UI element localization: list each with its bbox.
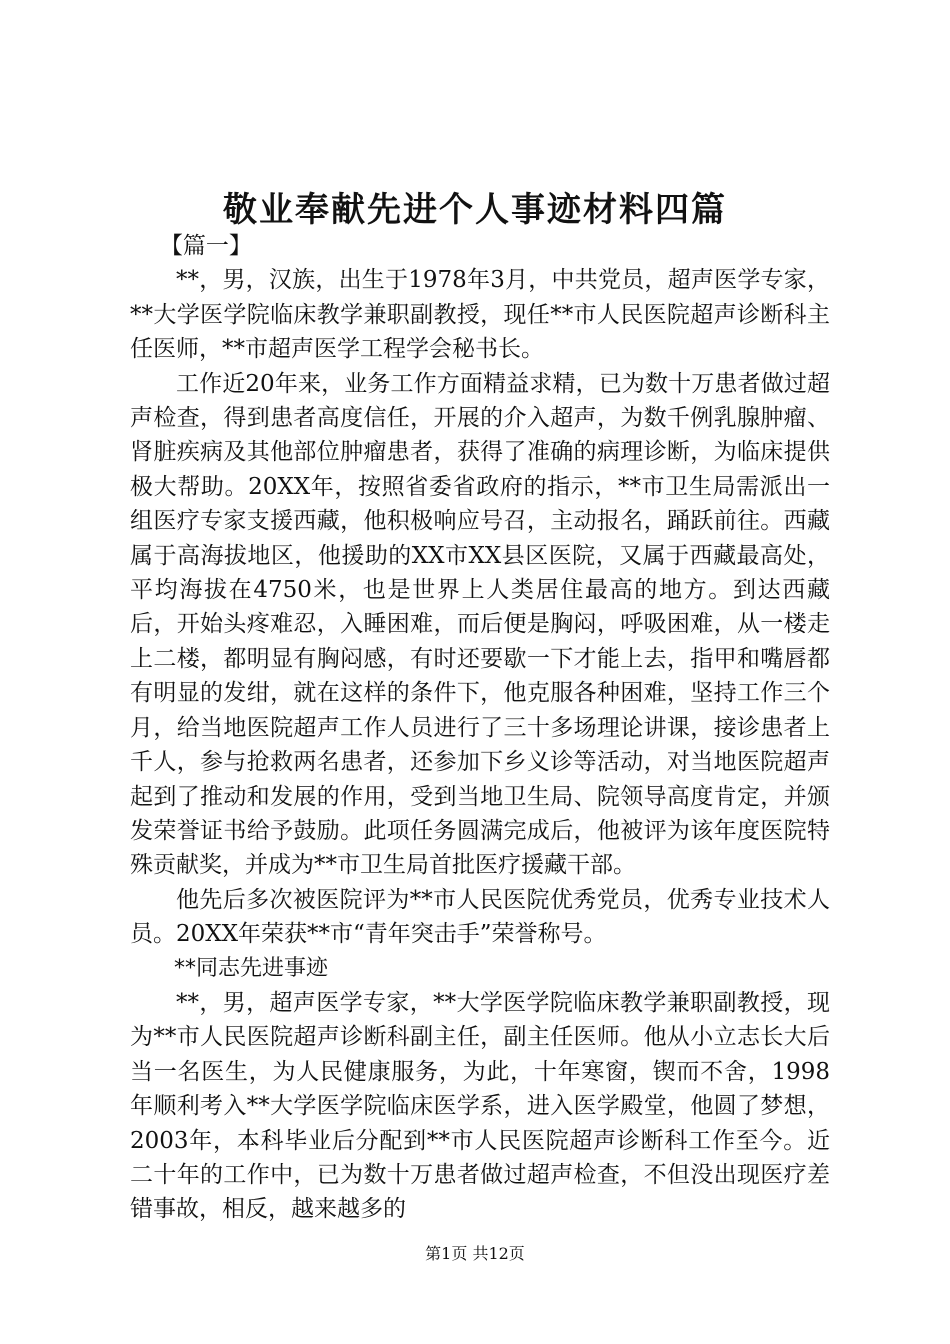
document-title: 敬业奉献先进个人事迹材料四篇 [223,190,727,230]
paragraph-profile: **，男，超声医学专家，**大学医学院临床教学兼职副教授，现为**市人民医院超声诊断科副主任，副主任医师。他从小立志长大后当一名医生，为人民健康服务，为此，十年寒窗，锲而不舍，1998年顺利考入**大学医学院临床医学系，进入医学殿堂，他圆了梦想，2003年，本科毕业后分配到**市人民医院超声诊断科工作至今。近二十年的工作中，已为数十万患者做过超声检查，不但没出现医疗差错事故，相反，越来越多的 [130,989,830,1223]
page-footer: 第1页 共12页 [425,1244,525,1263]
section-label: 【篇一】 [159,233,252,259]
sub-heading: **同志先进事迹 [174,955,329,981]
paragraph-intro: **，男，汉族，出生于1978年3月，中共党员，超声医学专家，**大学医学院临床教学兼职副教授，现任**市人民医院超声诊断科主任医师，**市超声医学工程学会秘书长。 [130,267,830,363]
document-body [130,229,830,1227]
paragraph-work: 工作近20年来，业务工作方面精益求精，已为数十万患者做过超声检查，得到患者高度信任，开展的介入超声，为数千例乳腺肿瘤、肾脏疾病及其他部位肿瘤患者，获得了准确的病理诊断，为临床提供极大帮助。20XX年，按照省委省政府的指示，**市卫生局需派出一组医疗专家支援西藏，他积极响应号召，主动报名，踊跃前往。西藏属于高海拔地区，他援助的XX市XX县区医院，又属于西藏最高处，平均海拔在4750米，也是世界上人类居住最高的地方。到达西藏后，开始头疼难忍，入睡困难，而后便是胸闷，呼吸困难，从一楼走上二楼，都明显有胸闷感，有时还要歇一下才能上去，指甲和嘴唇都有明显的发绀，就在这样的条件下，他克服各种困难，坚持工作三个月，给当地医院超声工作人员进行了三十多场理论讲课，接诊患者上千人，参与抢救两名患者，还参加下乡义诊等活动，对当地医院超声起到了推动和发展的作用，受到当地卫生局、院领导高度肯定，并颁发荣誉证书给予鼓励。此项任务圆满完成后，他被评为该年度医院特殊贡献奖，并成为**市卫生局首批医疗援藏干部。 [130,370,830,879]
paragraph-honors: 他先后多次被医院评为**市人民医院优秀党员，优秀专业技术人员。20XX年荣获**市“青年突击手”荣誉称号。 [130,886,830,948]
